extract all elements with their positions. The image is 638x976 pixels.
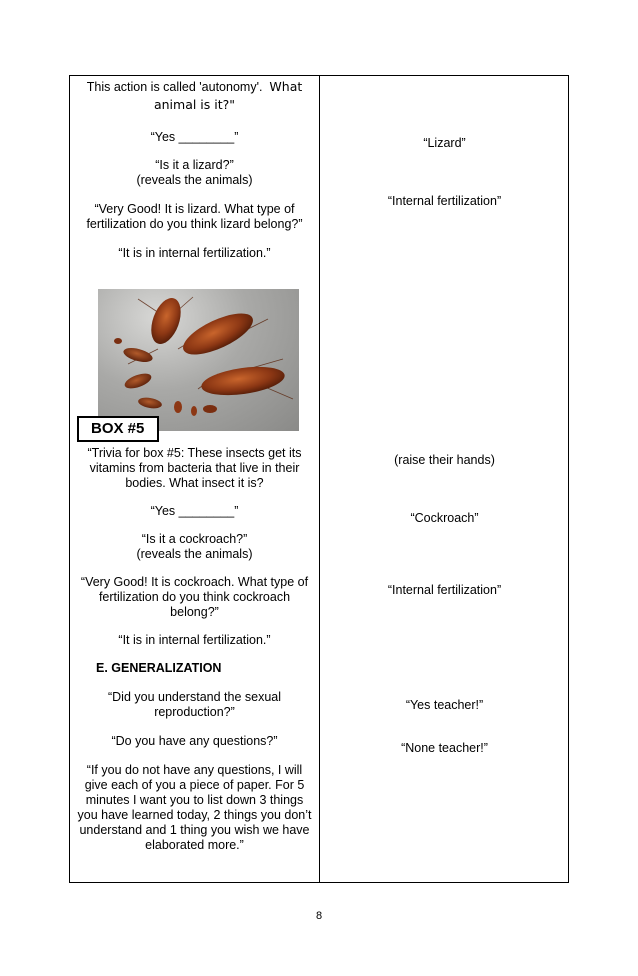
reveals-animals-2: (reveals the animals) (136, 547, 253, 561)
autonomy-what: What (269, 79, 303, 94)
instruction-line-5: understand and 1 thing you wish we have (79, 823, 310, 837)
instruction-line-4: you have learned today, 2 things you don’t (77, 808, 312, 822)
box-5-label: BOX #5 (77, 416, 159, 442)
instruction-line-6: elaborated more.” (145, 838, 244, 852)
any-questions: “Do you have any questions?” (111, 734, 278, 748)
understand-line-2: reproduction?” (154, 705, 235, 719)
instruction-line-3: minutes I want you to list down 3 things (85, 793, 304, 807)
cockroach-illustration (98, 289, 299, 431)
internal-fertilization-2: “It is in internal fertilization.” (118, 633, 271, 647)
answer-cockroach: “Cockroach” (410, 511, 479, 525)
yes-blank-2: “Yes ________” (150, 504, 239, 518)
answer-raise-hands: (raise their hands) (394, 453, 495, 467)
instruction-line-1: “If you do not have any questions, I will (86, 763, 303, 777)
page-number: 8 (315, 910, 323, 922)
answer-lizard: “Lizard” (423, 136, 466, 150)
very-good-roach-2: fertilization do you think cockroach (98, 590, 291, 604)
very-good-lizard-2: fertilization do you think lizard belong?” (86, 217, 303, 231)
answer-yes-teacher: “Yes teacher!” (405, 698, 484, 712)
very-good-roach-3: belong?” (170, 605, 219, 619)
internal-fertilization-1: “It is in internal fertilization.” (118, 246, 271, 260)
answer-none-teacher: “None teacher!” (401, 741, 488, 755)
reveals-animals-1: (reveals the animals) (136, 173, 253, 187)
lesson-plan-table (69, 75, 569, 883)
trivia-line-2: vitamins from bacteria that live in their (89, 461, 300, 475)
autonomy-line (70, 79, 319, 95)
very-good-lizard-1: “Very Good! It is lizard. What type of (94, 202, 295, 216)
yes-blank-1: “Yes ________” (150, 130, 239, 144)
instruction-line-2: give each of you a piece of paper. For 5 (84, 778, 305, 792)
cockroach-photo (98, 289, 299, 431)
generalization-heading: E. GENERALIZATION (96, 661, 222, 675)
animal-question: animal is it?" (153, 97, 236, 112)
is-it-lizard: “Is it a lizard?” (155, 158, 234, 172)
answer-internal-fertilization-1: “Internal fertilization” (387, 194, 502, 208)
very-good-roach-1: “Very Good! It is cockroach. What type of (80, 575, 309, 589)
is-it-cockroach: “Is it a cockroach?” (141, 532, 248, 546)
answer-internal-fertilization-2: “Internal fertilization” (387, 583, 502, 597)
trivia-line-3: bodies. What insect it is? (125, 476, 264, 490)
autonomy-text: This action is called 'autonomy'. (86, 80, 263, 94)
trivia-line-1: “Trivia for box #5: These insects get its (87, 446, 302, 460)
understand-line-1: “Did you understand the sexual (107, 690, 282, 704)
